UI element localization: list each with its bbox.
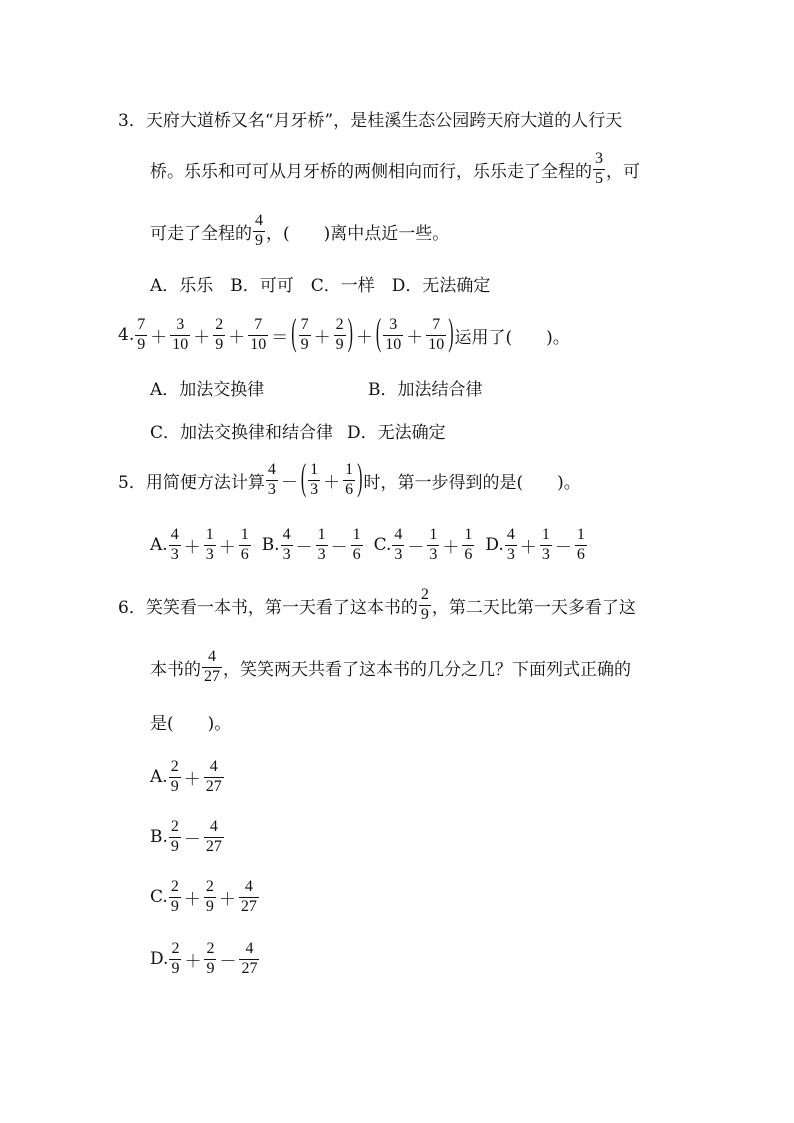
plus-sign: ＋	[323, 472, 341, 492]
plus-sign: ＋	[184, 951, 202, 971]
denominator: 3	[310, 480, 319, 498]
denominator: 9	[335, 335, 344, 353]
fraction	[204, 527, 216, 564]
right-paren: )	[347, 313, 353, 355]
denominator: 3	[541, 545, 550, 563]
q3-text-line2: 桥。乐乐和可可从月牙桥的两侧相向而行，乐乐走了全程的	[150, 161, 592, 182]
fraction	[170, 317, 190, 354]
fraction	[351, 527, 363, 564]
fraction	[575, 527, 587, 564]
q3-text-line3: 可走了全程的	[150, 223, 252, 244]
q4-expression	[118, 310, 570, 360]
option-label: D.	[485, 535, 504, 555]
fraction	[202, 649, 222, 686]
numerator: 2	[420, 585, 429, 603]
q3-text-line1: 天府大道桥又名“月牙桥”，是桂溪生态公园跨天府大道的人行天	[145, 110, 623, 131]
q5-text-end: 时，第一步得到的是( )。	[363, 472, 581, 493]
minus-sign: －	[295, 537, 313, 557]
denominator: 27	[241, 959, 258, 977]
plus-sign: ＋	[228, 327, 246, 347]
numerator: 4	[506, 525, 515, 543]
numerator: 2	[215, 315, 224, 333]
q4-text-end: 运用了( )。	[454, 327, 570, 348]
numerator: 4	[209, 757, 218, 775]
q4-option-c: C．加法交换律和结合律	[150, 422, 334, 443]
q6-text-line3: 是( )。	[150, 713, 232, 734]
fraction	[239, 879, 259, 916]
numerator: 1	[205, 525, 214, 543]
numerator: 4	[267, 460, 276, 478]
fraction	[213, 317, 225, 354]
fraction	[266, 462, 278, 499]
numerator: 2	[170, 817, 179, 835]
left-paren: (	[375, 313, 382, 355]
denominator: 6	[352, 545, 361, 563]
denominator: 3	[170, 545, 179, 563]
option-label: D.	[150, 949, 169, 969]
q6-line2	[150, 642, 631, 692]
fraction	[593, 151, 605, 188]
plus-sign: ＋	[183, 537, 201, 557]
right-paren: )	[448, 313, 454, 355]
fraction	[169, 759, 181, 796]
fraction	[505, 527, 517, 564]
q3-number: 3．	[118, 110, 146, 131]
denominator: 9	[420, 605, 429, 623]
fraction	[540, 527, 552, 564]
numerator: 4	[394, 525, 403, 543]
numerator: 7	[300, 315, 309, 333]
denominator: 27	[205, 777, 222, 795]
plus-sign: ＋	[313, 327, 331, 347]
plus-sign: ＋	[355, 327, 373, 347]
numerator: 7	[137, 315, 146, 333]
denominator: 9	[205, 897, 214, 915]
fraction	[383, 317, 403, 354]
numerator: 1	[310, 460, 319, 478]
plus-sign: ＋	[183, 889, 201, 909]
left-paren: (	[291, 313, 297, 355]
numerator: 2	[206, 939, 215, 957]
minus-sign: －	[554, 537, 572, 557]
numerator: 4	[209, 817, 218, 835]
fraction	[308, 462, 320, 499]
denominator: 10	[428, 335, 445, 353]
denominator: 3	[267, 480, 276, 498]
fraction	[135, 317, 147, 354]
numerator: 3	[595, 149, 603, 167]
denominator: 6	[576, 545, 585, 563]
denominator: 6	[240, 545, 249, 563]
fraction	[204, 759, 224, 796]
plus-sign: ＋	[218, 537, 236, 557]
numerator: 1	[317, 525, 326, 543]
numerator: 1	[576, 525, 585, 543]
denominator: 10	[250, 335, 267, 353]
option-label: C.	[150, 887, 168, 907]
fraction	[427, 527, 439, 564]
q3-options-text: A．乐乐 B．可可 C．一样 D．无法确定	[150, 275, 491, 296]
q6-text-line1-end: ，第二天比第一天多看了这	[431, 597, 636, 618]
denominator: 9	[170, 897, 179, 915]
numerator: 4	[255, 211, 263, 229]
left-paren: (	[300, 458, 307, 500]
denominator: 9	[215, 335, 224, 353]
denominator: 27	[240, 897, 257, 915]
q6-text-line1: 笑笑看一本书，第一天看了这本书的	[145, 597, 418, 618]
q5-question	[118, 455, 581, 505]
q6-option-c	[150, 872, 260, 922]
fraction	[426, 317, 446, 354]
plus-sign: ＋	[193, 327, 211, 347]
fraction	[419, 587, 431, 624]
option-label: B.	[150, 827, 168, 847]
fraction	[281, 527, 293, 564]
plus-sign: ＋	[150, 327, 168, 347]
numerator: 2	[170, 877, 179, 895]
numerator: 2	[171, 939, 180, 957]
option-label: A.	[150, 535, 168, 555]
q3-line3	[150, 206, 449, 256]
fraction	[253, 213, 265, 250]
denominator: 3	[205, 545, 214, 563]
fraction	[239, 941, 259, 978]
q4-number: 4.	[118, 325, 135, 345]
minus-sign: －	[407, 537, 425, 557]
q6-line3	[150, 696, 231, 746]
minus-sign: －	[219, 951, 237, 971]
fraction	[204, 941, 216, 978]
fraction	[316, 527, 328, 564]
numerator: 1	[240, 525, 249, 543]
fraction	[204, 819, 224, 856]
numerator: 4	[282, 525, 291, 543]
q6-number: 6．	[118, 597, 146, 618]
numerator: 4	[245, 939, 254, 957]
q4-option-b: B．加法结合律	[368, 379, 483, 400]
q4-option-d: D．无法确定	[347, 422, 446, 443]
numerator: 1	[464, 525, 473, 543]
q5-text: 用简便方法计算	[145, 472, 265, 493]
fraction	[204, 879, 216, 916]
fraction	[392, 527, 404, 564]
denominator: 9	[206, 959, 215, 977]
option-label: B.	[261, 535, 280, 555]
q3-text-line2-end: ，可	[606, 161, 640, 182]
q6-text-line2: 本书的	[150, 659, 201, 680]
minus-sign: －	[330, 537, 348, 557]
denominator: 5	[595, 169, 603, 187]
minus-sign: －	[280, 472, 298, 492]
numerator: 3	[389, 315, 398, 333]
fraction	[248, 317, 268, 354]
plus-sign: ＋	[183, 769, 201, 789]
q5-number: 5．	[118, 472, 146, 493]
denominator: 9	[255, 231, 263, 249]
denominator: 9	[170, 837, 179, 855]
numerator: 1	[345, 460, 354, 478]
option-label: A.	[150, 767, 168, 787]
numerator: 7	[254, 315, 263, 333]
denominator: 3	[282, 545, 291, 563]
numerator: 7	[432, 315, 441, 333]
plus-sign: ＋	[406, 327, 424, 347]
fraction	[239, 527, 251, 564]
numerator: 1	[352, 525, 361, 543]
denominator: 3	[429, 545, 438, 563]
fraction	[334, 317, 346, 354]
denominator: 3	[506, 545, 515, 563]
numerator: 2	[205, 877, 214, 895]
q5-options	[150, 520, 588, 570]
denominator: 9	[170, 777, 179, 795]
denominator: 27	[204, 667, 220, 685]
numerator: 4	[208, 647, 216, 665]
fraction	[169, 819, 181, 856]
q5-option-d	[485, 527, 587, 564]
right-paren: )	[357, 458, 363, 500]
denominator: 6	[345, 480, 354, 498]
plus-sign: ＋	[519, 537, 537, 557]
plus-sign: ＋	[442, 537, 460, 557]
equals-sign: ＝	[271, 327, 289, 347]
q4-options-row2	[150, 405, 446, 455]
q3-text-line3-end: ，( )离中点近一些。	[266, 223, 450, 244]
q6-option-a	[150, 752, 225, 802]
q4-option-a: A．加法交换律	[150, 379, 265, 400]
q5-option-a	[150, 527, 252, 564]
q6-option-b	[150, 812, 225, 862]
q5-option-b	[262, 527, 364, 564]
denominator: 3	[317, 545, 326, 563]
option-label: C.	[373, 535, 392, 555]
numerator: 1	[429, 525, 438, 543]
numerator: 2	[170, 757, 179, 775]
q3-line2	[150, 144, 640, 194]
q3-options	[150, 258, 490, 308]
denominator: 27	[205, 837, 222, 855]
numerator: 3	[176, 315, 185, 333]
denominator: 10	[385, 335, 402, 353]
plus-sign: ＋	[218, 889, 236, 909]
fraction	[462, 527, 474, 564]
fraction	[343, 462, 355, 499]
fraction	[169, 941, 181, 978]
denominator: 10	[172, 335, 189, 353]
denominator: 9	[137, 335, 146, 353]
denominator: 9	[171, 959, 180, 977]
fraction	[169, 527, 181, 564]
numerator: 4	[170, 525, 179, 543]
fraction	[299, 317, 311, 354]
denominator: 6	[464, 545, 473, 563]
numerator: 4	[244, 877, 253, 895]
q6-option-d	[150, 934, 260, 984]
q6-line1	[118, 580, 636, 630]
numerator: 2	[335, 315, 344, 333]
q5-option-c	[374, 527, 476, 564]
numerator: 1	[541, 525, 550, 543]
q6-text-line2-end: ，笑笑两天共看了这本书的几分之几？下面列式正确的	[223, 659, 631, 680]
denominator: 3	[394, 545, 403, 563]
q3-line1	[118, 93, 622, 143]
minus-sign: －	[183, 829, 201, 849]
denominator: 9	[300, 335, 309, 353]
fraction	[169, 879, 181, 916]
